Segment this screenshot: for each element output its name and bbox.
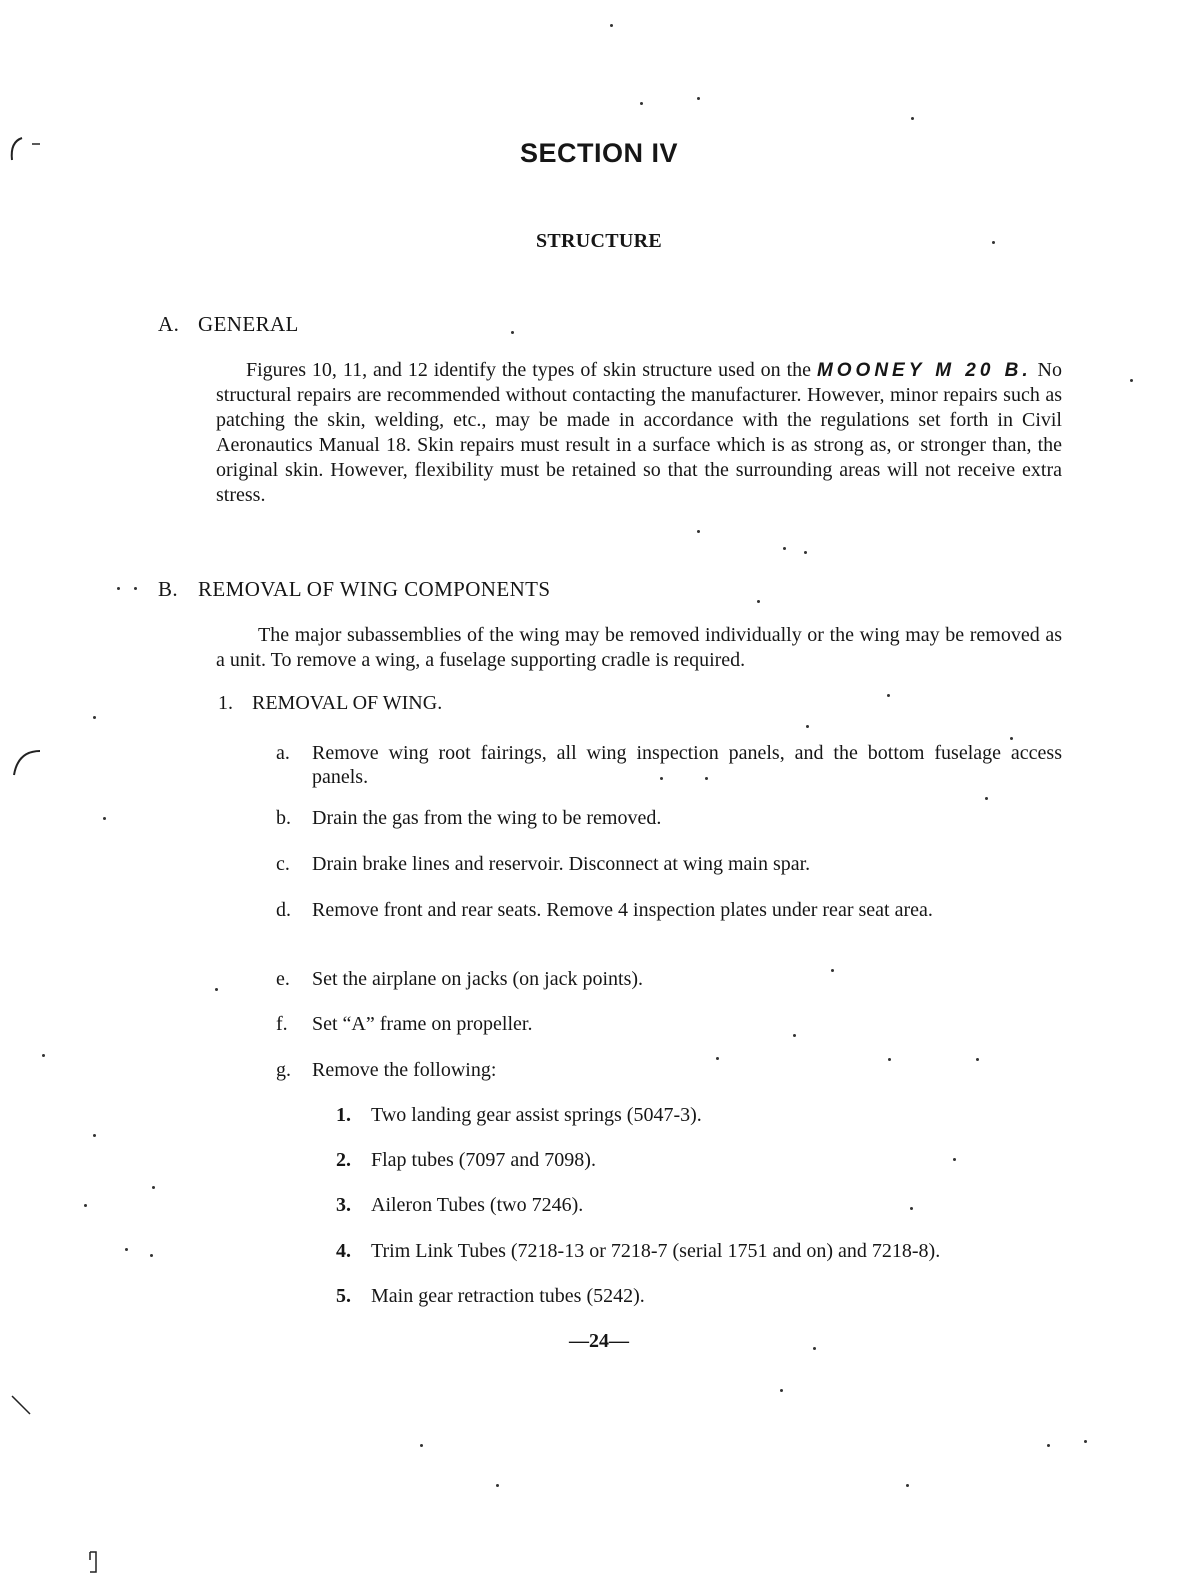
scan-speck [103,817,106,820]
list-item [276,1058,1062,1082]
scan-speck [84,1204,87,1207]
scan-speck [125,1248,128,1251]
list-item-marker: c. [276,853,290,875]
binder-hole-mark-middle [4,745,44,785]
scan-speck [906,1484,909,1487]
scan-speck [804,551,807,554]
step-title: REMOVAL OF WING. [252,692,443,714]
scan-speck [1010,737,1013,740]
list-item-marker: f. [276,1013,288,1035]
scan-speck [496,1484,499,1487]
sub-list-item-marker: 2. [336,1149,351,1171]
list-item [276,967,1062,991]
section-subtitle: STRUCTURE [535,230,663,252]
heading-letter: A. [158,312,180,336]
scan-speck [1047,1444,1050,1447]
sub-list-item-text: Main gear retraction tubes (5242). [371,1285,645,1307]
sub-list-item-text: Flap tubes (7097 and 7098). [371,1149,596,1171]
list-item-text: Remove wing root fairings, all wing inspection panels, and the bottom fuselage access panels. [312,742,1062,788]
heading-letter: B. [158,577,179,601]
removal-intro-paragraph [216,623,1062,673]
scan-speck [887,694,890,697]
scan-stroke-mark [8,1392,38,1422]
scan-speck [757,600,760,603]
scan-speck [697,530,700,533]
sub-list-item-text: Aileron Tubes (two 7246). [371,1194,584,1216]
general-paragraph-rest: No structural repairs are recommended without contacting the manufacturer. However, minor repairs such as patching the skin, welding, etc., may be made in accordance with the regulations set forth in Civil Aeronautics Manual 18. Skin repairs must result in a surface which is as strong as, or stronger than, the original skin. However, flexibility must be retained so that the surrounding areas will not receive extra stress. [216,359,1062,506]
scan-speck [911,117,914,120]
scan-speck [152,1186,155,1189]
scan-speck [150,1254,153,1257]
sub-list-item [336,1149,596,1172]
sub-list-item-text: Two landing gear assist springs (5047-3). [371,1104,702,1126]
sub-list-item [336,1240,940,1263]
list-item-marker: e. [276,968,290,990]
scan-speck [910,1207,913,1210]
sub-list-item-text: Trim Link Tubes (7218-13 or 7218-7 (serial 1751 and on) and 7218-8). [371,1240,941,1262]
scan-speck [215,988,218,991]
list-item [276,1012,1062,1036]
aircraft-model-name: MOONEY M 20 B. [816,360,1032,381]
sub-list-item-marker: 3. [336,1194,351,1216]
scan-speck [134,587,137,590]
scan-speck [420,1444,423,1447]
scan-speck [806,725,809,728]
list-item-text: Drain the gas from the wing to be removed. [312,807,662,829]
sub-list-item [336,1194,583,1217]
sub-list-item-marker: 5. [336,1285,351,1307]
scan-speck [1084,1440,1087,1443]
heading-removal-of-wing-components [158,577,550,602]
page-number: —24— [569,1330,629,1352]
scan-speck [93,1134,96,1137]
list-item-text: Set the airplane on jacks (on jack points). [312,968,644,990]
list-item [276,806,1062,830]
scan-speck [780,1389,783,1392]
scan-speck [42,1054,45,1057]
sub-list-item [336,1285,645,1308]
scan-speck [1130,379,1133,382]
list-item-text: Remove the following: [312,1059,497,1081]
scan-speck [610,24,613,27]
list-item-text: Drain brake lines and reservoir. Disconnect at wing main spar. [312,853,811,875]
scan-speck [953,1158,956,1161]
list-item-marker: d. [276,899,291,921]
list-item-marker: g. [276,1059,291,1081]
step-removal-of-wing [218,692,442,715]
list-item-marker: b. [276,807,291,829]
list-item [276,741,1062,789]
list-item-marker: a. [276,742,290,764]
list-item [276,852,1062,876]
sub-list-item-marker: 1. [336,1104,351,1126]
list-item-text: Remove front and rear seats. Remove 4 inspection plates under rear seat area. [312,899,933,921]
list-item-text: Set “A” frame on propeller. [312,1013,533,1035]
scan-speck [697,97,700,100]
scan-speck [117,587,120,590]
scan-speck [93,716,96,719]
heading-general [158,312,299,337]
section-title: SECTION IV [519,138,679,168]
scan-speck [511,331,514,334]
heading-text: GENERAL [198,312,299,336]
step-number: 1. [218,692,233,714]
scan-speck [985,797,988,800]
list-item [276,898,1062,922]
heading-text: REMOVAL OF WING COMPONENTS [198,577,551,601]
sub-list-item-marker: 4. [336,1240,351,1262]
scan-speck [783,547,786,550]
removal-intro-text: The major subassemblies of the wing may be removed individually or the wing may be removed as a unit. To remove a wing, a fuselage supporting cradle is required. [216,624,1062,671]
general-paragraph-start: Figures 10, 11, and 12 identify the types of skin structure used on the [246,359,812,381]
general-paragraph [216,358,1062,508]
bracket-mark [84,1550,108,1574]
sub-list-item [336,1104,702,1127]
scan-speck [640,102,643,105]
